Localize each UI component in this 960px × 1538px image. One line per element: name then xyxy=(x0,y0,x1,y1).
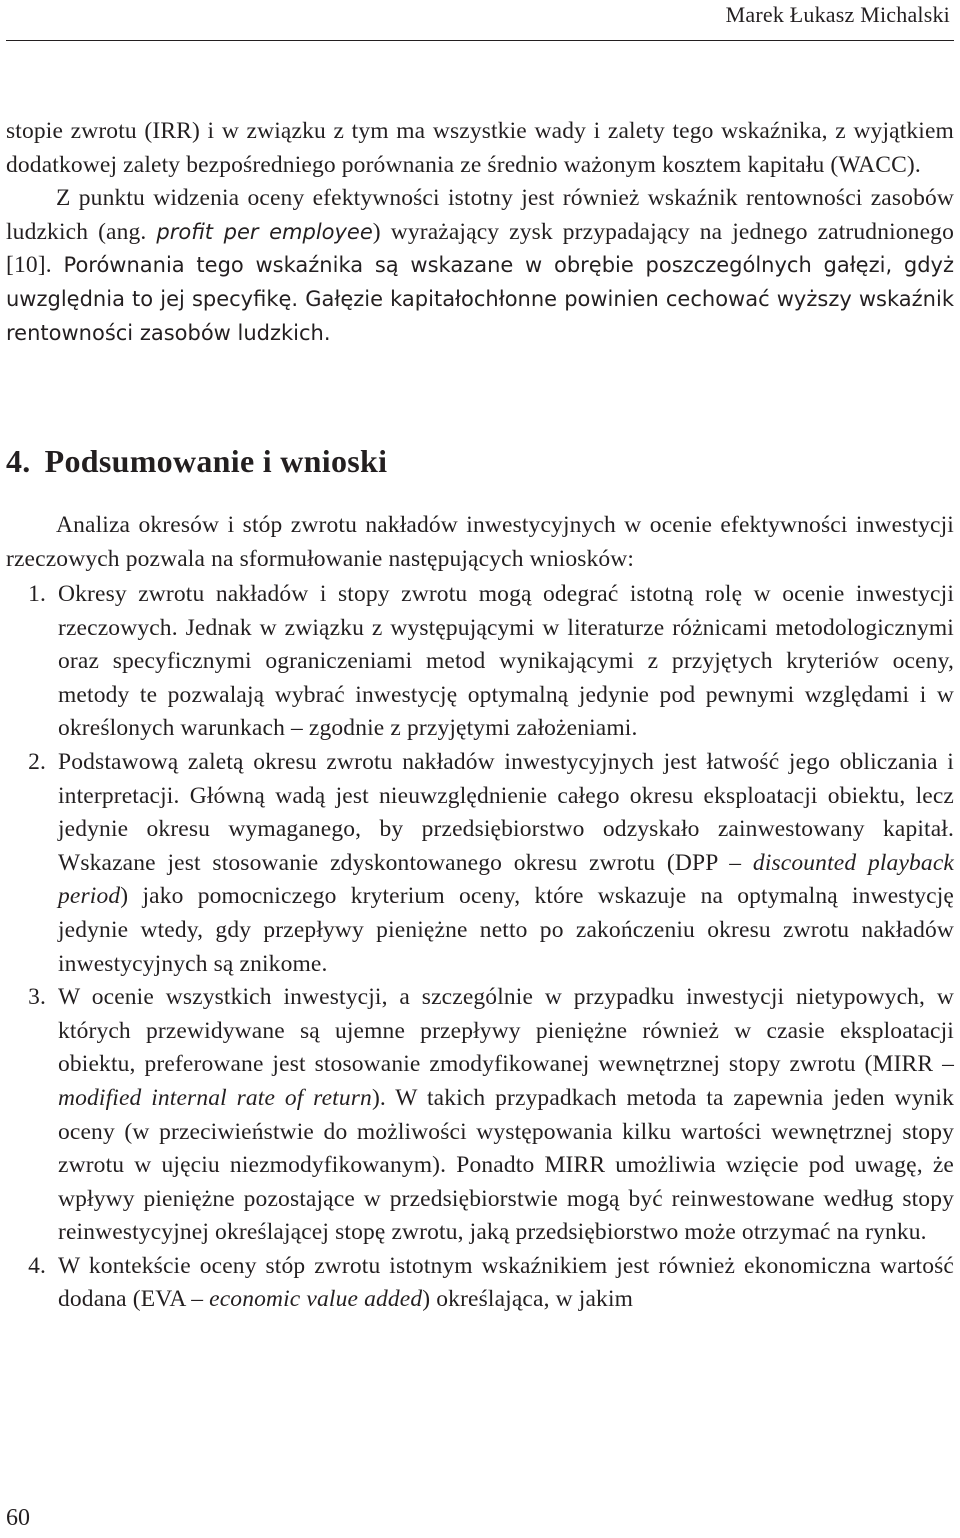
section-title: Podsumowanie i wnioski xyxy=(44,443,388,479)
list-item-text: ). W takich przypadkach metoda ta zapewnia jeden wynik oceny (w przeciwieństwie do możliwości występowania kilku wartości wewnętrznej stopy zwrotu w ujęciu niezmodyfikowanym). Ponadto MIRR umożliwia wzięcie pod uwagę, że wpływy pieniężne pozostające w przedsiębiorstwie mogą być reinwestowane według stopy reinwestycyjnej określającej stopę zwrotu, jaką przedsiębiorstwo może otrzymać na rynku. xyxy=(58,1084,954,1246)
list-item xyxy=(6,981,954,1250)
emphasis-term: modified internal rate of return xyxy=(58,1084,372,1111)
paragraph-text: stopie zwrotu (IRR) i w związku z tym ma wszystkie wady i zalety tego wskaźnika, z wyjątkiem dodatkowej zalety bezpośredniego porównania ze średnio ważonym kosztem kapitału (WACC). xyxy=(6,118,954,178)
list-marker: 3. xyxy=(28,984,46,1011)
section-heading xyxy=(6,443,387,480)
paragraph-continued xyxy=(6,115,954,350)
list-item xyxy=(6,746,954,981)
list-marker: 2. xyxy=(28,748,46,775)
list-item-text: W kontekście oceny stóp zwrotu istotnym wskaźnikiem jest również ekonomiczna wartość dodana (EVA – xyxy=(58,1252,954,1313)
running-header-author: Marek Łukasz Michalski xyxy=(725,2,950,27)
list-marker: 4. xyxy=(28,1252,46,1279)
intro-paragraph: Analiza okresów i stóp zwrotu nakładów inwestycyjnych w ocenie efektywności inwestycji rzeczowych pozwala na sformułowanie następujących wniosków: xyxy=(6,512,954,572)
emphasis-term: profit per employee xyxy=(156,219,373,244)
paragraph-text: ) wyrażający zysk przypadający na jednego zatrudnionego [10]. xyxy=(6,218,954,279)
page-number: 60 xyxy=(6,1505,30,1531)
list-item-text: ) jako pomocniczego kryterium oceny, które wskazuje na optymalną inwestycję jedynie wtedy, gdy przepływy pieniężne netto po zakończeniu okresu zwrotu nakładów inwestycyjnych są znikome. xyxy=(58,883,954,977)
list-item-text: W ocenie wszystkich inwestycji, a szczególnie w przypadku inwestycji nietypowych, w których przewidywane są ujemne przepływy pieniężne również w czasie eksploatacji obiektu, preferowane jest stosowanie zmodyfikowanej wewnętrznej stopy zwrotu (MIRR – xyxy=(58,984,954,1078)
list-item-text: Podstawową zaletą okresu zwrotu nakładów inwestycyjnych jest łatwość jego obliczania i interpretacji. Główną wadą jest nieuwzględnienie całego okresu eksploatacji obiektu, lecz jedynie okresu wymaganego, by przedsiębiorstwo odzyskało zainwestowany kapitał. Wskazane jest stosowanie zdyskontowanego okresu zwrotu (DPP – xyxy=(58,748,954,876)
header-rule xyxy=(6,40,954,41)
conclusions-list xyxy=(6,578,954,1317)
paragraph-text: Porównania tego wskaźnika są wskazane w obrębie poszczególnych gałęzi, gdyż uwzględnia to jej specyfikę. Gałęzie kapitałochłonne powinien cechować wyższy wskaźnik rentowności zasobów ludzkich. xyxy=(6,253,954,345)
list-marker: 1. xyxy=(28,581,46,607)
list-item-text: ) określająca, w jakim xyxy=(422,1286,634,1313)
list-item xyxy=(6,578,954,746)
list-item xyxy=(6,1250,954,1317)
emphasis-term: economic value added xyxy=(209,1286,423,1313)
paragraph-text: Z punktu widzenia oceny efektywności istotny jest również wskaźnik rentowności zasobów ludzkich (ang. xyxy=(6,185,954,245)
emphasis-term: discounted playback period xyxy=(58,849,954,910)
list-item-text: Okresy zwrotu nakładów i stopy zwrotu mogą odegrać istotną rolę w ocenie inwestycji rzeczowych. Jednak w związku z występującymi w literaturze różnicami metodologicznymi oraz specyficznymi ograniczeniami metod wynikającymi z przyjętych kryteriów oceny, metody te pozwalają wybrać inwestycję optymalną jedynie pod pewnymi względami i w określonych warunkach – zgodnie z przyjętymi założeniami. xyxy=(58,581,954,742)
section-number: 4. xyxy=(6,443,31,479)
